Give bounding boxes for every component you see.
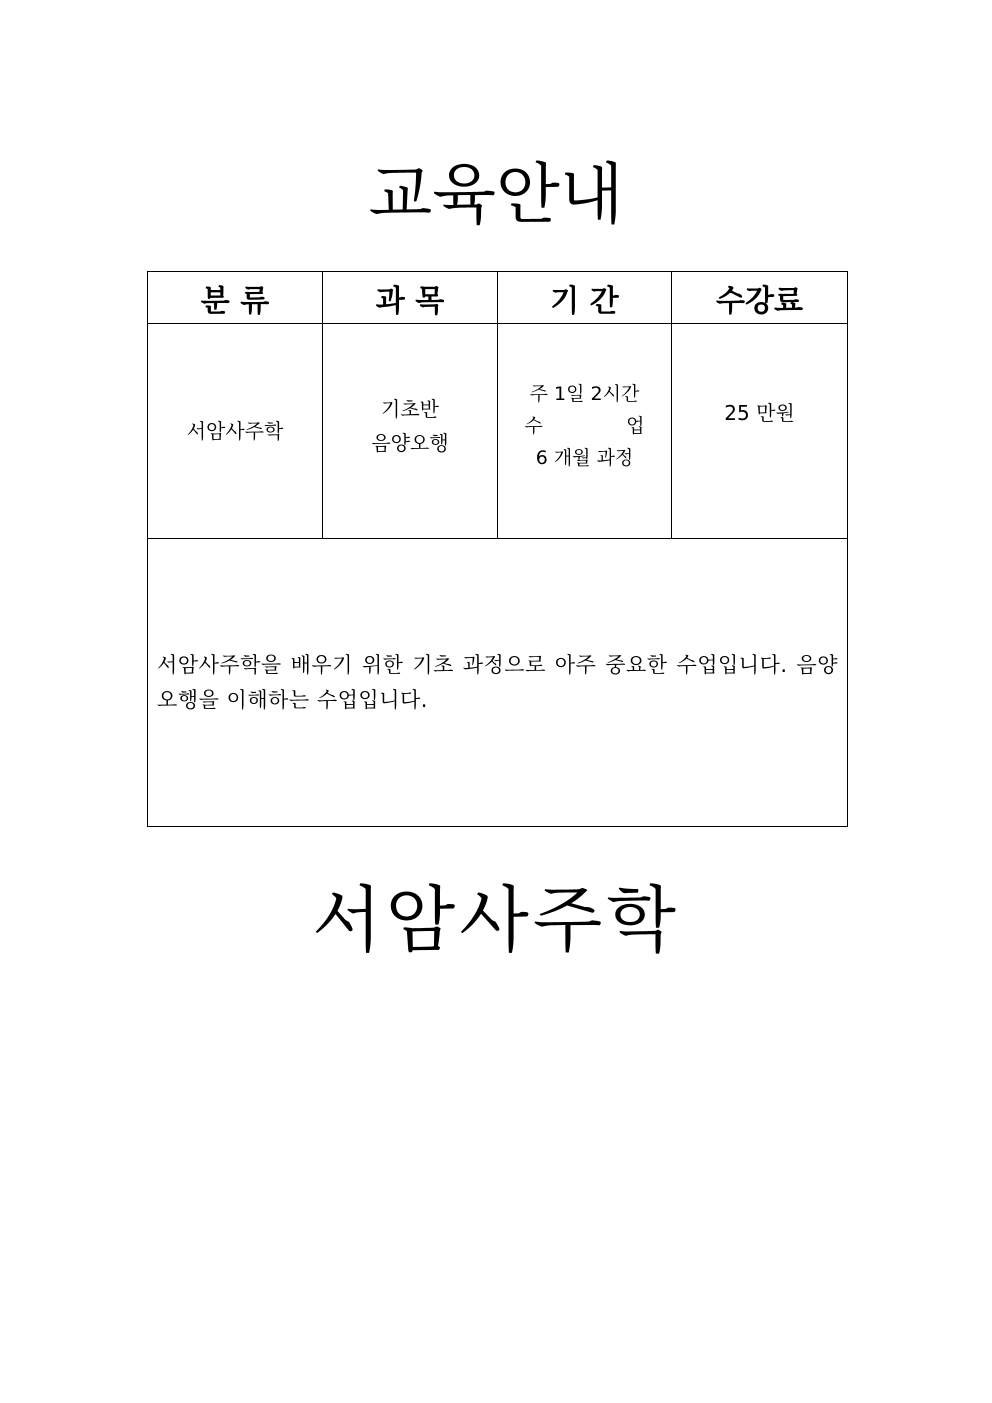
period-line-2-left: 수 [524,415,543,437]
footer-title: 서암사주학 [312,878,680,962]
header-category: 분 류 [148,272,323,324]
subject-cell [323,324,498,539]
period-line-2 [525,410,645,442]
header-subject: 과 목 [323,272,498,324]
header-fee: 수강료 [672,272,848,324]
fee-value: 25 만원 [724,401,795,425]
period-cell [498,324,672,539]
period-line-2-right: 업 [626,415,645,437]
category-value: 서암사주학 [186,419,284,443]
course-info-table [147,271,848,827]
description-text: 서암사주학을 배우기 위한 기초 과정으로 아주 중요한 수업입니다. 음양오행을 이해하는 수업입니다. [157,652,838,712]
table-row [148,324,848,539]
period-line-1: 주 1일 2시간 [529,383,640,405]
description-cell [148,539,848,827]
subject-line-1: 기초반 [381,397,439,421]
fee-cell [672,324,848,539]
subject-line-2: 음양오행 [371,431,449,455]
category-cell [148,324,323,539]
header-period: 기 간 [498,272,672,324]
table-header-row [148,272,848,324]
period-line-3: 6 개월 과정 [535,447,634,469]
description-row [148,539,848,827]
page-title: 교육안내 [368,156,624,233]
